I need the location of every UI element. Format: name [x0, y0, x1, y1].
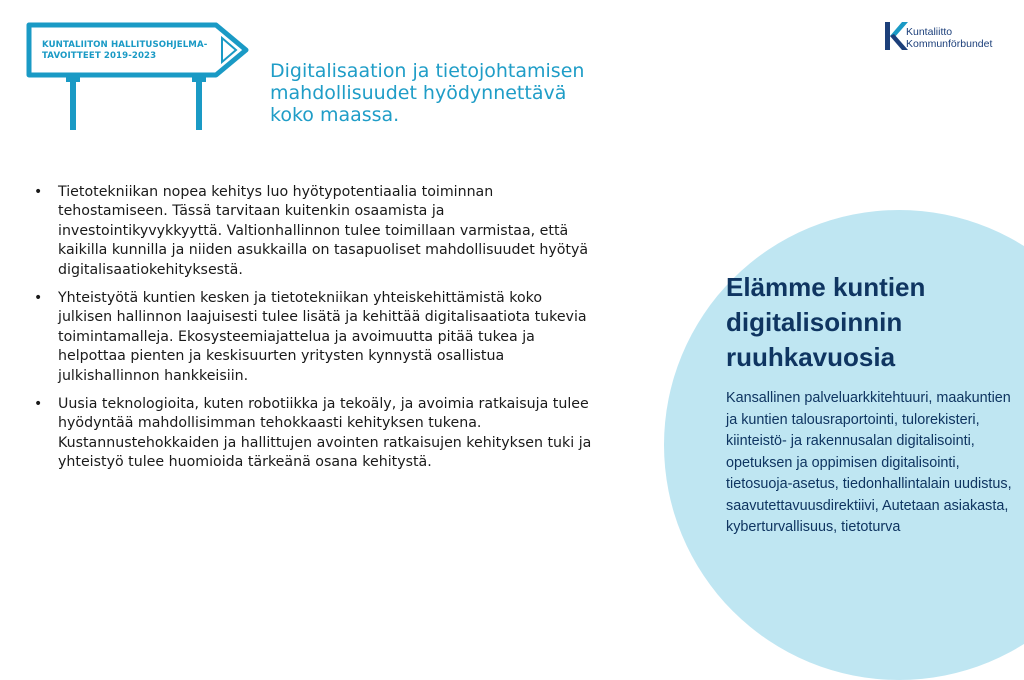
sign-post-cap-right [192, 77, 206, 82]
sign-label-line2: TAVOITTEET 2019-2023 [42, 51, 157, 61]
bullet-item: • Uusia teknologioita, kuten robotiikka ja tekoäly, ja avoimia ratkaisuja tulee hyödyntää mahdollisimman tehokkaasti kehityksen tukena. Kustannustehokkaiden ja hallittujen avointen ratkaisujen kehityksen tuki ja yhteistyö tulee huomioida tärkeänä osana kehitystä. [34, 395, 594, 473]
callout-title: Elämme kuntien digitalisoinnin ruuhkavuosia [726, 272, 926, 372]
logo-name-sv: Kommunförbundet [906, 38, 993, 50]
page-title-line1: Digitalisaation ja tietojohtamisen [270, 60, 585, 82]
sign-post-left [70, 77, 76, 130]
logo-name-fi: Kuntaliitto [906, 26, 953, 38]
callout-body: Kansallinen palveluarkkitehtuuri, maakuntien ja kuntien talousraportointi, tulorekisteri, kiinteistö- ja rakennusalan digitalisointi, opetuksen ja oppimisen digitalisointi, tietosuoja-asetus, tiedonhallintalain uudistus, saavutettavuusdirektiivi, Autetaan asiakasta, kyberturvallisuus, tietoturva [726, 390, 1012, 535]
sign-post-cap-left [66, 77, 80, 82]
sign-post-right [196, 77, 202, 130]
sign-label-line1: KUNTALIITON HALLITUSOHJELMA- [42, 40, 208, 50]
page-title-line2: mahdollisuudet hyödynnettävä [270, 82, 567, 104]
signpost-graphic [26, 22, 254, 130]
bullet-item: • Yhteistyötä kuntien kesken ja tietotekniikan yhteiskehittämistä koko julkisen hallinnon laajuisesti tulee lisätä ja kehittää digitalisaatiota tukevia toimintamalleja. Ekosysteemiajattelua ja avoimuutta pitää tukea ja helpottaa pienten ja keskisuurten yritysten kynnystä osallistua julkishallinnon hankkeisiin. [34, 289, 594, 386]
bullet-item: • Tietotekniikan nopea kehitys luo hyötypotentiaalia toiminnan tehostamiseen. Tässä tarvitaan kuitenkin osaamista ja investointikyvykkyyttä. Valtionhallinnon tulee toimillaan varmistaa, että kaikilla kunnilla ja niiden asukkailla on tasapuoliset mahdollisuudet hyötyä digitalisaatiokehityksestä. [34, 183, 594, 280]
page-title-line3: koko maassa. [270, 104, 400, 126]
bullet-list [34, 183, 594, 482]
sign-label [42, 40, 212, 62]
page-title [270, 60, 650, 126]
logo-text [906, 26, 992, 50]
